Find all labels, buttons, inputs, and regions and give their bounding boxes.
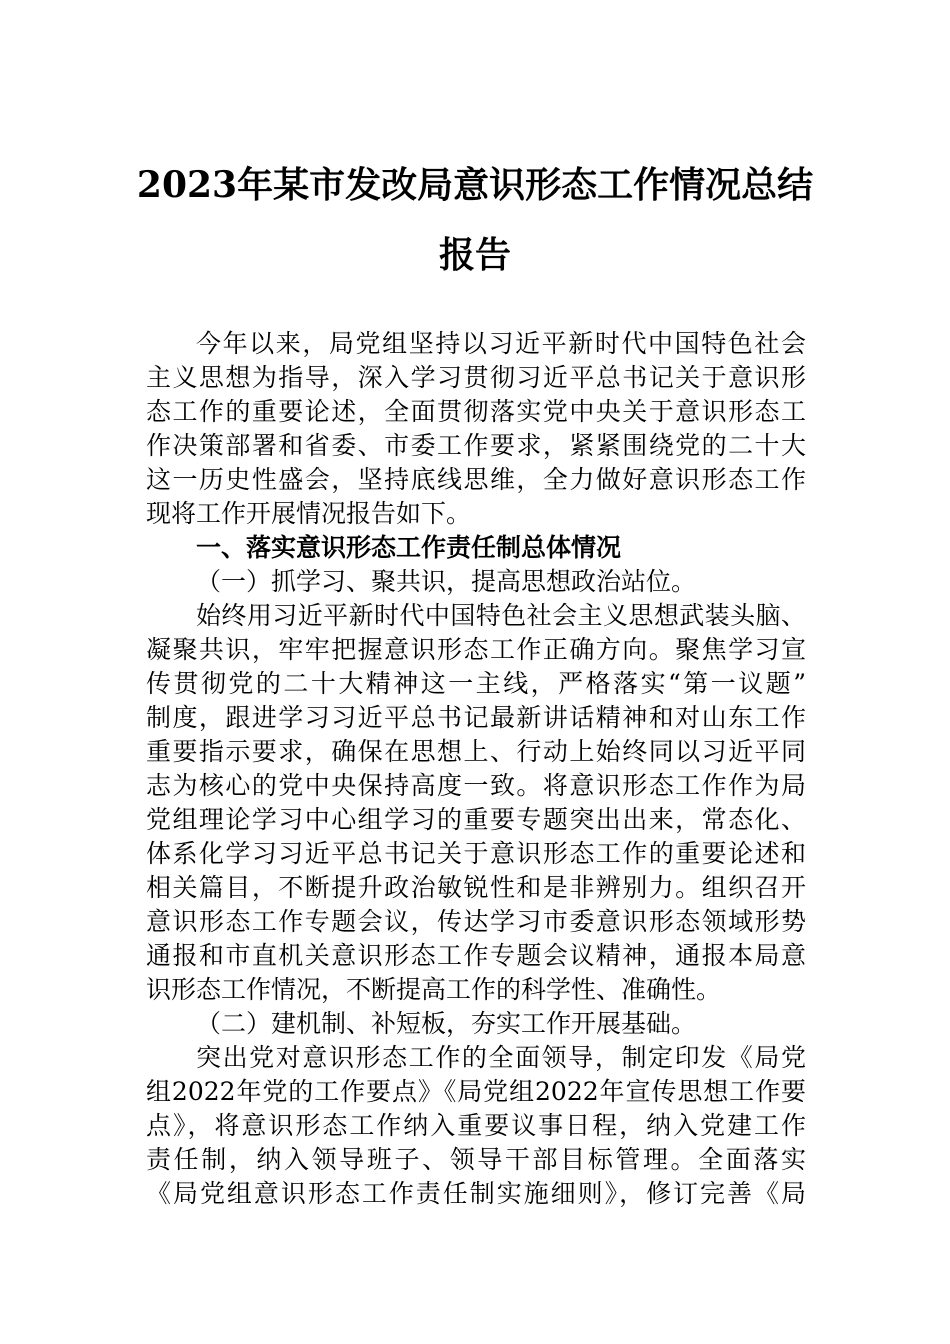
- paragraph-line: 主义思想为指导，深入学习贯彻习近平总书记关于意识形: [146, 363, 806, 392]
- paragraph-line: 意识形态工作专题会议，传达学习市委意识形态领域形势: [146, 907, 806, 936]
- paragraph-line: 体系化学习习近平总书记关于意识形态工作的重要论述和: [146, 839, 806, 868]
- paragraph-line: 点》，将意识形态工作纳入重要议事日程，纳入党建工作: [146, 1111, 806, 1140]
- paragraph-line: 制度，跟进学习习近平总书记最新讲话精神和对山东工作: [146, 703, 806, 732]
- paragraph-line: 相关篇目，不断提升政治敏锐性和是非辨别力。组织召开: [146, 873, 806, 902]
- paragraph-line: 凝聚共识，牢牢把握意识形态工作正确方向。聚焦学习宣: [146, 635, 806, 664]
- paragraph-line: 通报和市直机关意识形态工作专题会议精神，通报本局意: [146, 941, 806, 970]
- document-title-line-1: 2023年某市发改局意识形态工作情况总结: [136, 164, 814, 206]
- paragraph-line: 现将工作开展情况报告如下。: [146, 499, 472, 528]
- paragraph-line: 始终用习近平新时代中国特色社会主义思想武装头脑、: [196, 601, 806, 630]
- paragraph-line: 作决策部署和省委、市委工作要求，紧紧围绕党的二十大: [146, 431, 806, 460]
- paragraph-line: 党组理论学习中心组学习的重要专题突出出来，常态化、: [146, 805, 806, 834]
- paragraph-line: 《局党组意识形态工作责任制实施细则》，修订完善《局: [146, 1179, 806, 1208]
- paragraph-line: 这一历史性盛会，坚持底线思维，全力做好意识形态工作: [146, 465, 806, 494]
- paragraph-line: 态工作的重要论述，全面贯彻落实党中央关于意识形态工: [146, 397, 806, 426]
- paragraph-line: 突出党对意识形态工作的全面领导，制定印发《局党: [196, 1043, 806, 1072]
- document-title-line-2: 报告: [438, 234, 511, 276]
- paragraph-line: 志为核心的党中央保持高度一致。将意识形态工作作为局: [146, 771, 806, 800]
- paragraph-line: 重要指示要求，确保在思想上、行动上始终同以习近平同: [146, 737, 806, 766]
- paragraph-line: 传贯彻党的二十大精神这一主线，严格落实“第一议题”: [146, 669, 806, 698]
- paragraph-line: 组2022年党的工作要点》《局党组2022年宣传思想工作要: [146, 1077, 806, 1106]
- paragraph-line: 识形态工作情况，不断提高工作的科学性、准确性。: [146, 975, 722, 1004]
- paragraph-line: 责任制，纳入领导班子、领导干部目标管理。全面落实: [146, 1145, 806, 1174]
- subsection-heading: （二）建机制、补短板，夯实工作开展基础。: [196, 1009, 697, 1038]
- paragraph-line: 今年以来，局党组坚持以习近平新时代中国特色社会: [196, 329, 806, 358]
- subsection-heading: （一）抓学习、聚共识，提高思想政治站位。: [196, 567, 697, 596]
- section-heading: 一、落实意识形态工作责任制总体情况: [196, 533, 622, 562]
